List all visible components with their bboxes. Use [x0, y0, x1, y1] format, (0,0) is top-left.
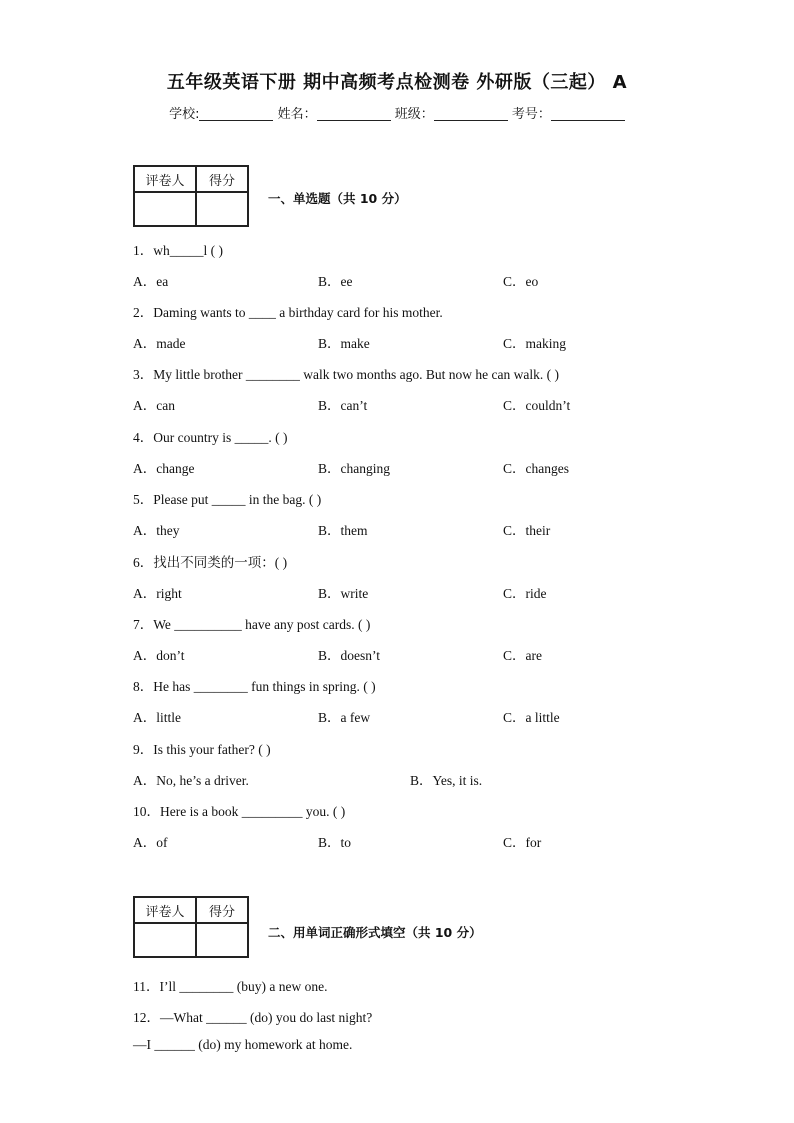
- question-stem: 5．Please put _____ in the bag. ( ): [133, 492, 322, 507]
- question-stem: 3．My little brother ________ walk two months ago. But now he can walk. ( ): [133, 367, 559, 382]
- question-stem: 10．Here is a book _________ you. ( ): [133, 804, 346, 819]
- score-cell[interactable]: [196, 192, 248, 226]
- answer-option[interactable]: C．for: [503, 835, 542, 850]
- score-cell[interactable]: [196, 923, 248, 957]
- answer-option[interactable]: A．they: [133, 523, 180, 538]
- reviewer-cell[interactable]: [134, 923, 196, 957]
- answer-option[interactable]: B．Yes, it is.: [410, 773, 483, 788]
- school-label: 学校:: [169, 107, 200, 122]
- id-label: 考号：: [511, 107, 551, 122]
- student-info-line: [0, 103, 794, 122]
- question-stem: 2．Daming wants to ____ a birthday card for his mother.: [133, 305, 443, 320]
- answer-option[interactable]: A．made: [133, 336, 186, 351]
- answer-option[interactable]: C．a little: [503, 710, 560, 725]
- name-blank[interactable]: [317, 107, 391, 121]
- answer-option[interactable]: C．are: [503, 648, 542, 663]
- question-stem: 1．wh_____l ( ): [133, 243, 223, 258]
- section-title: 二、用单词正确形式填空（共 10 分）: [268, 925, 482, 940]
- answer-option[interactable]: A．ea: [133, 274, 169, 289]
- answer-option[interactable]: B．changing: [318, 461, 390, 476]
- class-blank[interactable]: [434, 107, 508, 121]
- reviewer-header: 评卷人: [134, 166, 196, 192]
- fill-question: —I ______ (do) my homework at home.: [133, 1037, 353, 1052]
- fill-question: 12．—What ______ (do) you do last night?: [133, 1010, 373, 1025]
- school-blank[interactable]: [199, 107, 273, 121]
- score-header: 得分: [196, 166, 248, 192]
- score-table-2: [133, 896, 249, 958]
- answer-option[interactable]: B．doesn’t: [318, 648, 381, 663]
- answer-option[interactable]: A．of: [133, 835, 168, 850]
- answer-option[interactable]: B．ee: [318, 274, 353, 289]
- answer-option[interactable]: B．them: [318, 523, 368, 538]
- score-header: 得分: [196, 897, 248, 923]
- answer-option[interactable]: B．can’t: [318, 398, 368, 413]
- class-label: 班级：: [394, 107, 434, 122]
- fill-question: 11．I’ll ________ (buy) a new one.: [133, 979, 328, 994]
- question-stem: 9．Is this your father? ( ): [133, 742, 271, 757]
- score-table-1: [133, 165, 249, 227]
- answer-option[interactable]: A．little: [133, 710, 181, 725]
- answer-option[interactable]: C．changes: [503, 461, 569, 476]
- answer-option[interactable]: B．make: [318, 336, 370, 351]
- question-stem: 6．找出不同类的一项：( ): [133, 555, 288, 570]
- question-stem: 8．He has ________ fun things in spring. ( ): [133, 679, 376, 694]
- answer-option[interactable]: B．to: [318, 835, 352, 850]
- question-stem: 7．We __________ have any post cards. ( ): [133, 617, 371, 632]
- question-stem: 4．Our country is _____. ( ): [133, 430, 288, 445]
- answer-option[interactable]: C．their: [503, 523, 551, 538]
- answer-option[interactable]: A．change: [133, 461, 195, 476]
- answer-option[interactable]: C．ride: [503, 586, 547, 601]
- answer-option[interactable]: B．write: [318, 586, 369, 601]
- answer-option[interactable]: C．couldn’t: [503, 398, 571, 413]
- answer-option[interactable]: A．No, he’s a driver.: [133, 773, 249, 788]
- answer-option[interactable]: C．eo: [503, 274, 539, 289]
- reviewer-header: 评卷人: [134, 897, 196, 923]
- answer-option[interactable]: C．making: [503, 336, 566, 351]
- reviewer-cell[interactable]: [134, 192, 196, 226]
- section-title: 一、单选题（共 10 分）: [268, 191, 407, 206]
- answer-option[interactable]: A．right: [133, 586, 182, 601]
- answer-option[interactable]: B．a few: [318, 710, 371, 725]
- name-label: 姓名：: [277, 107, 317, 122]
- answer-option[interactable]: A．don’t: [133, 648, 185, 663]
- page-title: 五年级英语下册 期中高频考点检测卷 外研版（三起） A: [166, 72, 628, 93]
- id-blank[interactable]: [551, 107, 625, 121]
- answer-option[interactable]: A．can: [133, 398, 175, 413]
